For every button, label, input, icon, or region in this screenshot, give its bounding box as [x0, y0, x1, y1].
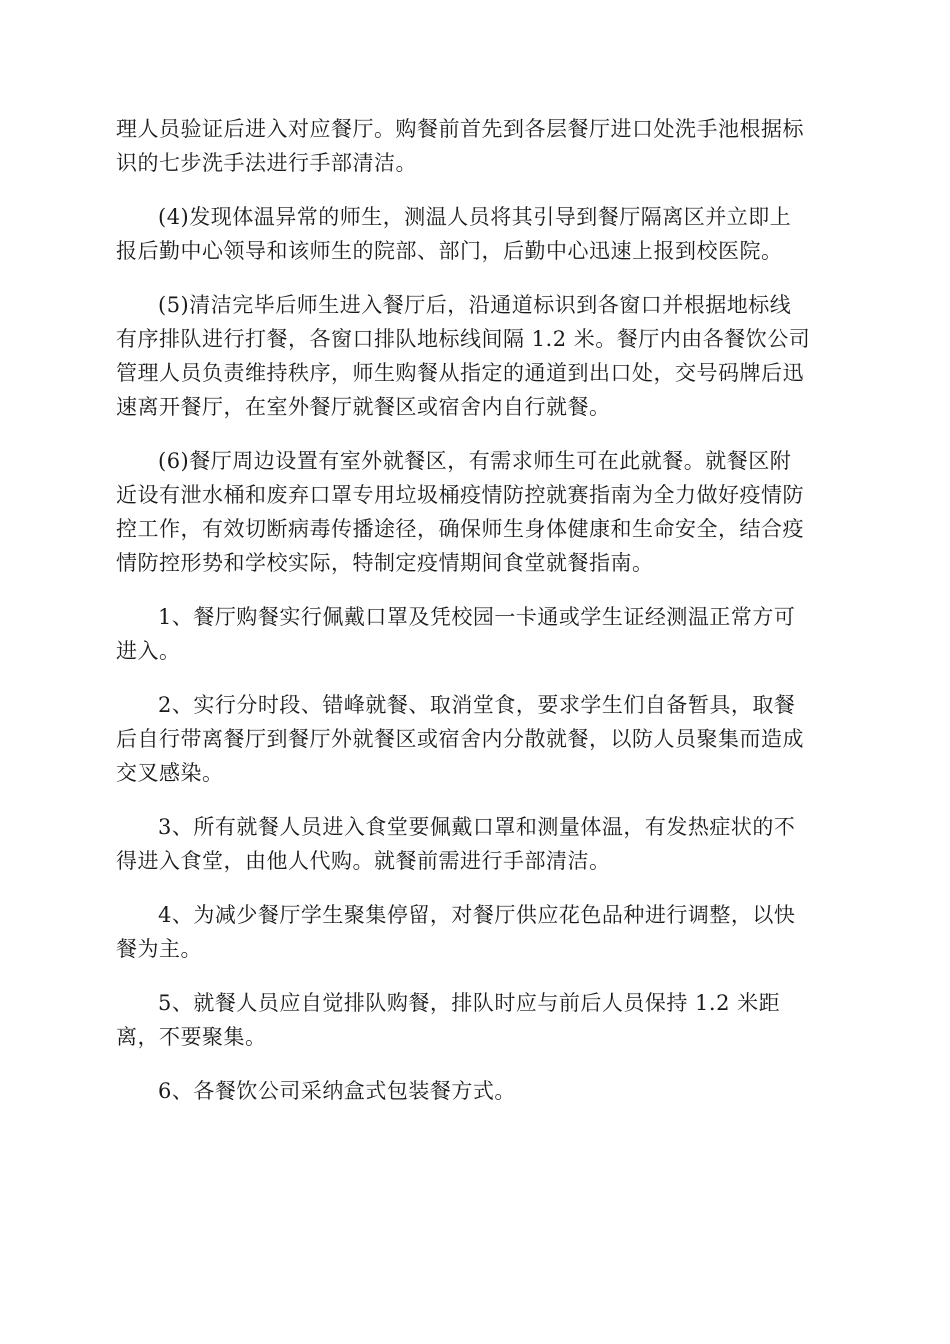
guideline-6 — [116, 1074, 836, 1108]
text-line: 报后勤中心领导和该师生的院部、部门，后勤中心迅速上报到校医院。 — [116, 239, 783, 263]
text-line: 近设有泄水桶和废弃口罩专用垃圾桶疫情防控就赛指南为全力做好疫情防 — [116, 483, 804, 507]
guideline-1 — [116, 600, 836, 668]
text-line: 餐为主。 — [116, 937, 202, 961]
text-line: 得进入食堂，由他人代购。就餐前需进行手部清洁。 — [116, 849, 611, 873]
text-line: 有序排队进行打餐，各窗口排队地标线间隔 1.2 米。餐厅内由各餐饮公司 — [116, 327, 811, 351]
text-line: (5)清洁完毕后师生进入餐厅后，沿通道标识到各窗口并根据地标线 — [158, 293, 792, 317]
paragraph-continuation — [116, 112, 836, 180]
text-line: 后自行带离餐厅到餐厅外就餐区或宿舍内分散就餐，以防人员聚集而造成 — [116, 727, 804, 751]
text-line: 控工作，有效切断病毒传播途径，确保师生身体健康和生命安全，结合疫 — [116, 517, 804, 541]
text-line: 6、各餐饮公司采纳盒式包装餐方式。 — [158, 1079, 516, 1103]
paragraph-item-5 — [116, 288, 836, 424]
document-body — [116, 112, 836, 1128]
text-line: (4)发现体温异常的师生，测温人员将其引导到餐厅隔离区并立即上 — [158, 205, 792, 229]
text-line: 进入。 — [116, 639, 181, 663]
text-line: 理人员验证后进入对应餐厅。购餐前首先到各层餐厅进口处洗手池根据标 — [116, 117, 804, 141]
paragraph-item-6 — [116, 444, 836, 580]
guideline-5 — [116, 986, 836, 1054]
text-line: 5、就餐人员应自觉排队购餐，排队时应与前后人员保持 1.2 米距 — [158, 991, 781, 1015]
text-line: 速离开餐厅，在室外餐厅就餐区或宿舍内自行就餐。 — [116, 395, 611, 419]
guideline-3 — [116, 810, 836, 878]
guideline-2 — [116, 688, 836, 790]
text-line: 情防控形势和学校实际，特制定疫情期间食堂就餐指南。 — [116, 551, 654, 575]
text-line: 管理人员负责维持秩序，师生购餐从指定的通道到出口处，交号码牌后迅 — [116, 361, 804, 385]
text-line: 1、餐厅购餐实行佩戴口罩及凭校园一卡通或学生证经测温正常方可 — [158, 605, 796, 629]
paragraph-item-4 — [116, 200, 836, 268]
text-line: (6)餐厅周边设置有室外就餐区，有需求师生可在此就餐。就餐区附 — [158, 449, 792, 473]
text-line: 4、为减少餐厅学生聚集停留，对餐厅供应花色品种进行调整，以快 — [158, 903, 796, 927]
text-line: 交叉感染。 — [116, 761, 224, 785]
text-line: 2、实行分时段、错峰就餐、取消堂食，要求学生们自备暂具，取餐 — [158, 693, 796, 717]
text-line: 3、所有就餐人员进入食堂要佩戴口罩和测量体温，有发热症状的不 — [158, 815, 796, 839]
text-line: 识的七步洗手法进行手部清洁。 — [116, 151, 417, 175]
guideline-4 — [116, 898, 836, 966]
text-line: 离，不要聚集。 — [116, 1025, 267, 1049]
